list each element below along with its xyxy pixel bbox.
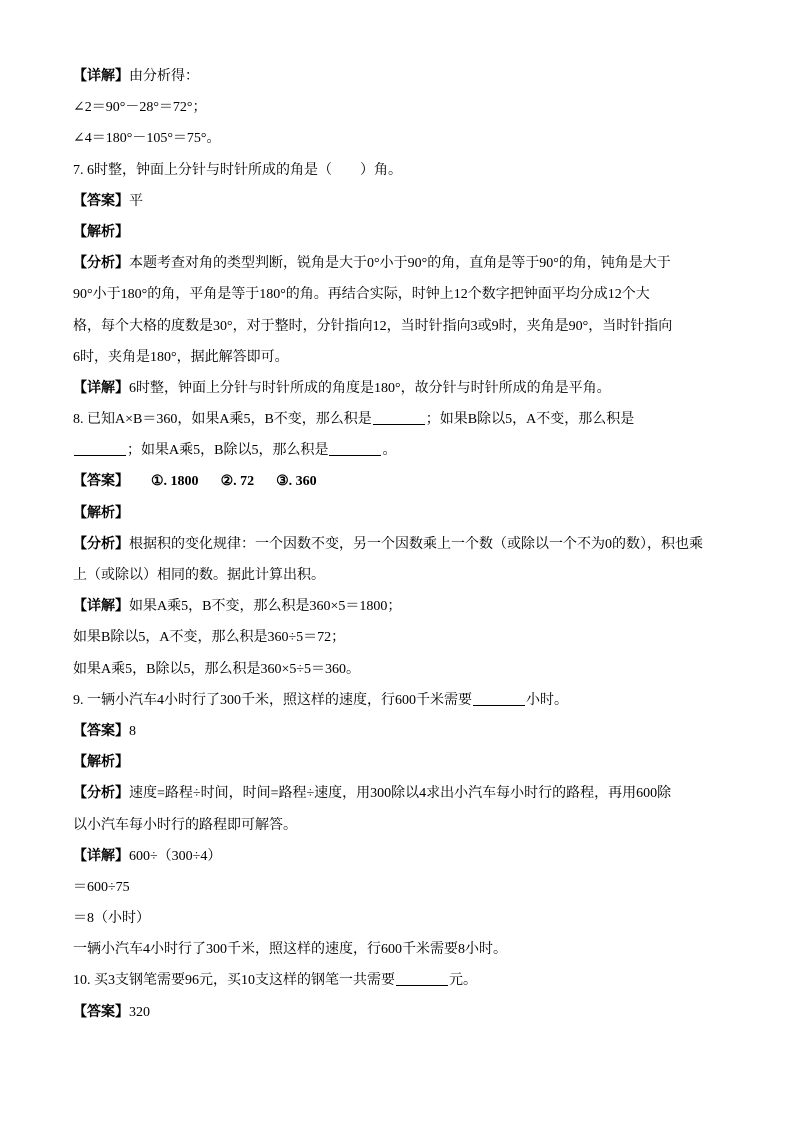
analysis-text: 以小汽车每小时行的路程即可解答。 [73, 817, 297, 833]
analysis-text: 上（或除以）相同的数。据此计算出积。 [73, 568, 325, 583]
detail-text: 6时整，钟面上分针与时针所成的角度是180°，故分针与时针所成的角是平角。 [129, 380, 611, 396]
answer-blank [396, 971, 448, 986]
question-text: 元。 [449, 973, 477, 989]
q6-detail-line [73, 61, 754, 92]
detail-tag: 【详解】 [73, 599, 129, 615]
detail-text: ∠2＝90°－28°＝72°； [73, 100, 207, 116]
q8-answer-line [73, 466, 754, 497]
analysis-text: 格，每个大格的度数是30°，对于整时，分针指向12，当时针指向3或9时，夹角是90°，当时针指向 [73, 318, 673, 334]
q9-explanation-heading [73, 747, 754, 778]
q7-analysis-line [73, 279, 754, 310]
answer-item: ③. 360 [276, 474, 317, 490]
q7-analysis-line [73, 342, 754, 373]
q7-detail-line [73, 373, 754, 404]
q9-analysis-line [73, 810, 754, 841]
question-text: ；如果B除以5，A不变，那么积是 [425, 412, 635, 428]
question-text: ；如果A乘5，B除以5，那么积是 [127, 443, 329, 459]
detail-text: ∠4＝180°－105°＝75°。 [73, 131, 221, 147]
analysis-text: 6时，夹角是180°，据此解答即可。 [73, 349, 289, 365]
q10-answer-line [73, 997, 754, 1028]
answer-tag: 【答案】 [73, 474, 129, 490]
q7-analysis-line [73, 311, 754, 342]
analysis-tag: 【分析】 [73, 536, 129, 552]
q8-analysis-line [73, 560, 754, 591]
answer-blank [373, 410, 425, 425]
answer-blank [74, 441, 126, 456]
q8-question [73, 404, 754, 435]
detail-text: 如果B除以5，A不变，那么积是360÷5＝72； [73, 630, 346, 646]
q7-analysis-line [73, 248, 754, 279]
answer-text: 8 [129, 723, 136, 739]
answer-blank [329, 441, 381, 456]
q8-detail-line [73, 654, 754, 685]
detail-tag: 【详解】 [73, 69, 129, 84]
answer-tag: 【答案】 [73, 193, 129, 209]
explanation-tag: 【解析】 [73, 755, 129, 771]
detail-text: 如果A乘5，B除以5，那么积是360×5÷5＝360。 [73, 661, 361, 677]
answer-text: 320 [129, 1004, 150, 1020]
analysis-tag: 【分析】 [73, 256, 129, 272]
explanation-tag: 【解析】 [73, 224, 129, 240]
q9-question [73, 685, 754, 716]
q8-explanation-heading [73, 498, 754, 529]
q6-detail-step [73, 123, 754, 154]
answer-blank [473, 691, 525, 706]
q8-question [73, 435, 754, 466]
q9-detail-line [73, 934, 754, 965]
detail-text: 由分析得： [129, 69, 199, 84]
answer-item: ①. 1800 [151, 474, 199, 490]
question-text: 8. 已知A×B＝360，如果A乘5，B不变，那么积是 [73, 412, 372, 428]
analysis-tag: 【分析】 [73, 786, 129, 802]
q8-detail-line [73, 622, 754, 653]
detail-text: 如果A乘5，B不变，那么积是360×5＝1800； [129, 599, 402, 615]
question-text: 7. 6时整，钟面上分针与时针所成的角是（ ）角。 [73, 162, 402, 178]
answer-tag: 【答案】 [73, 723, 129, 739]
answer-item: ②. 72 [220, 474, 255, 490]
q9-answer-line [73, 716, 754, 747]
detail-text: ＝600÷75 [73, 879, 130, 895]
q6-detail-step [73, 92, 754, 123]
analysis-text: 90°小于180°的角，平角是等于180°的角。再结合实际，时钟上12个数字把钟面平均分成12个大 [73, 287, 650, 303]
question-text: 小时。 [526, 692, 568, 708]
q7-answer-line [73, 186, 754, 217]
q8-analysis-line [73, 529, 754, 560]
analysis-text: 根据积的变化规律：一个因数不变，另一个因数乘上一个数（或除以一个不为0的数），积也乘 [129, 536, 703, 552]
answer-tag: 【答案】 [73, 1004, 129, 1020]
detail-tag: 【详解】 [73, 848, 129, 864]
q7-question [73, 155, 754, 186]
detail-text: 600÷（300÷4） [129, 848, 222, 864]
q9-detail-line [73, 841, 754, 872]
q9-detail-line [73, 903, 754, 934]
q9-detail-line [73, 872, 754, 903]
q10-question [73, 965, 754, 996]
q8-detail-line [73, 591, 754, 622]
question-text: 。 [382, 443, 397, 459]
answer-text: 平 [129, 193, 143, 209]
detail-tag: 【详解】 [73, 380, 129, 396]
question-text: 10. 买3支钢笔需要96元，买10支这样的钢笔一共需要 [73, 973, 395, 989]
q9-analysis-line [73, 778, 754, 809]
analysis-text: 本题考查对角的类型判断，锐角是大于0°小于90°的角，直角是等于90°的角，钝角是大于 [129, 256, 671, 272]
q7-explanation-heading [73, 217, 754, 248]
explanation-tag: 【解析】 [73, 505, 129, 521]
question-text: 9. 一辆小汽车4小时行了300千米，照这样的速度，行600千米需要 [73, 692, 472, 708]
detail-text: ＝8（小时） [73, 911, 150, 927]
analysis-text: 速度=路程÷时间，时间=路程÷速度，用300除以4求出小汽车每小时行的路程，再用600除 [129, 786, 672, 802]
detail-text: 一辆小汽车4小时行了300千米，照这样的速度，行600千米需要8小时。 [73, 942, 507, 958]
